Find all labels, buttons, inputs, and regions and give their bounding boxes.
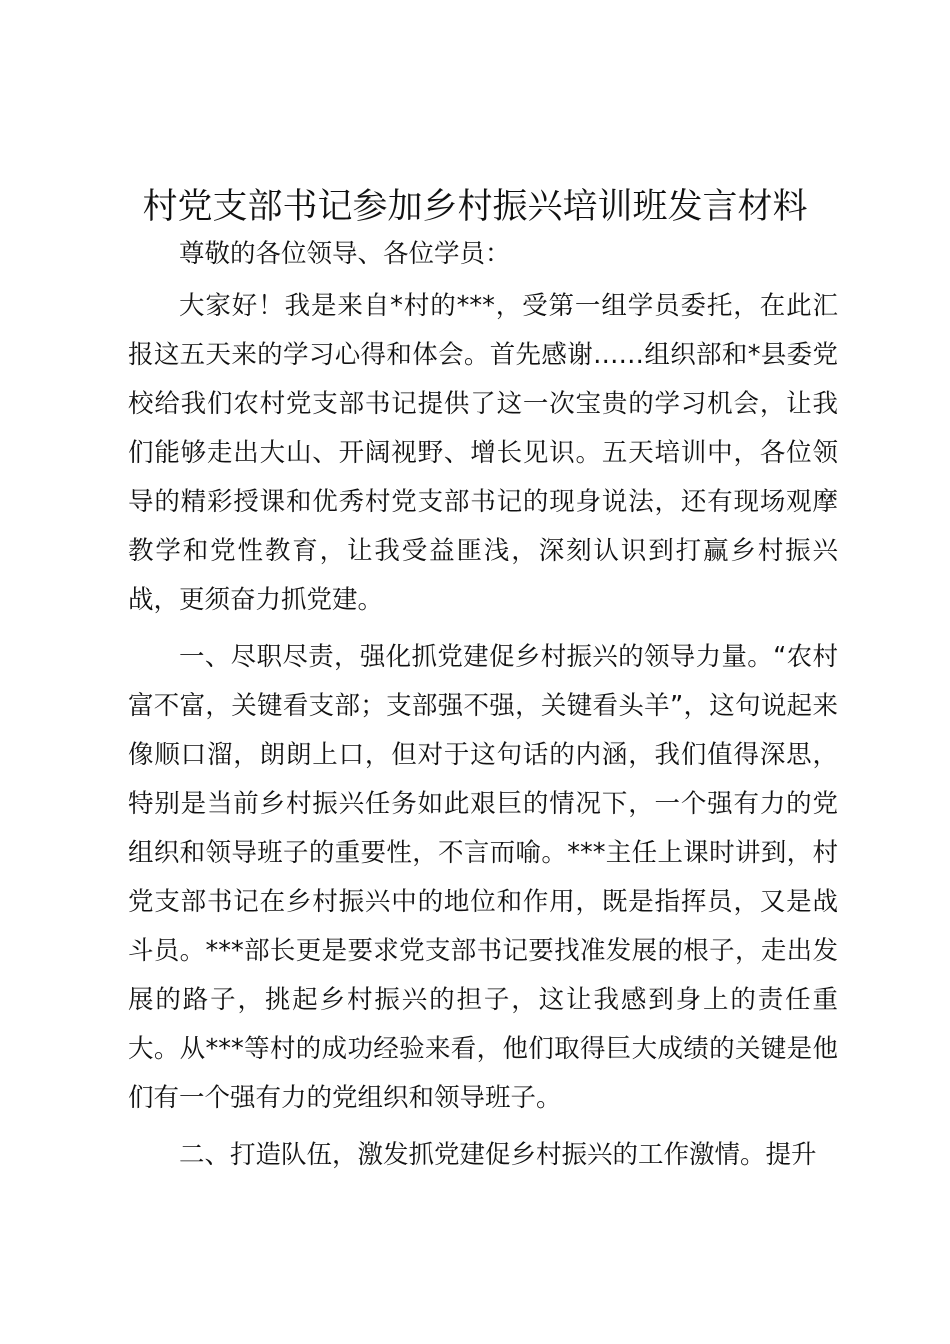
salutation: 尊敬的各位领导、各位学员：: [179, 239, 511, 269]
paragraph-section-one: 一、尽职尽责，强化抓党建促乡村振兴的领导力量。“农村富不富，关键看支部；支部强不强，关键看头羊”，这句说起来像顺口溜，朗朗上口，但对于这句话的内涵，我们值得深思，特别是当前乡村振兴任务如此艰巨的情况下，一个强有力的党组织和领导班子的重要性，不言而喻。***主任上课时讲到，村党支部书记在乡村振兴中的地位和作用，既是指挥员，又是战斗员。***部长更是要求党支部书记要找准发展的根子，走出发展的路子，挑起乡村振兴的担子，这让我感到身上的责任重大。从***等村的成功经验来看，他们取得巨大成绩的关键是他们有一个强有力的党组织和领导班子。: [128, 642, 838, 1113]
paragraph-intro: 大家好！我是来自*村的***，受第一组学员委托，在此汇报这五天来的学习心得和体会。首先感谢……组织部和*县委党校给我们农村党支部书记提供了这一次宝贵的学习机会，让我们能够走出大山、开阔视野、增长见识。五天培训中，各位领导的精彩授课和优秀村党支部书记的现身说法，还有现场观摩教学和党性教育，让我受益匪浅，深刻认识到打赢乡村振兴战，更须奋力抓党建。: [128, 291, 838, 615]
document-body: [128, 230, 838, 1180]
document-title: 村党支部书记参加乡村振兴培训班发言材料: [142, 187, 808, 227]
paragraph-section-two: 二、打造队伍，激发抓党建促乡村振兴的工作激情。提升: [179, 1140, 817, 1170]
